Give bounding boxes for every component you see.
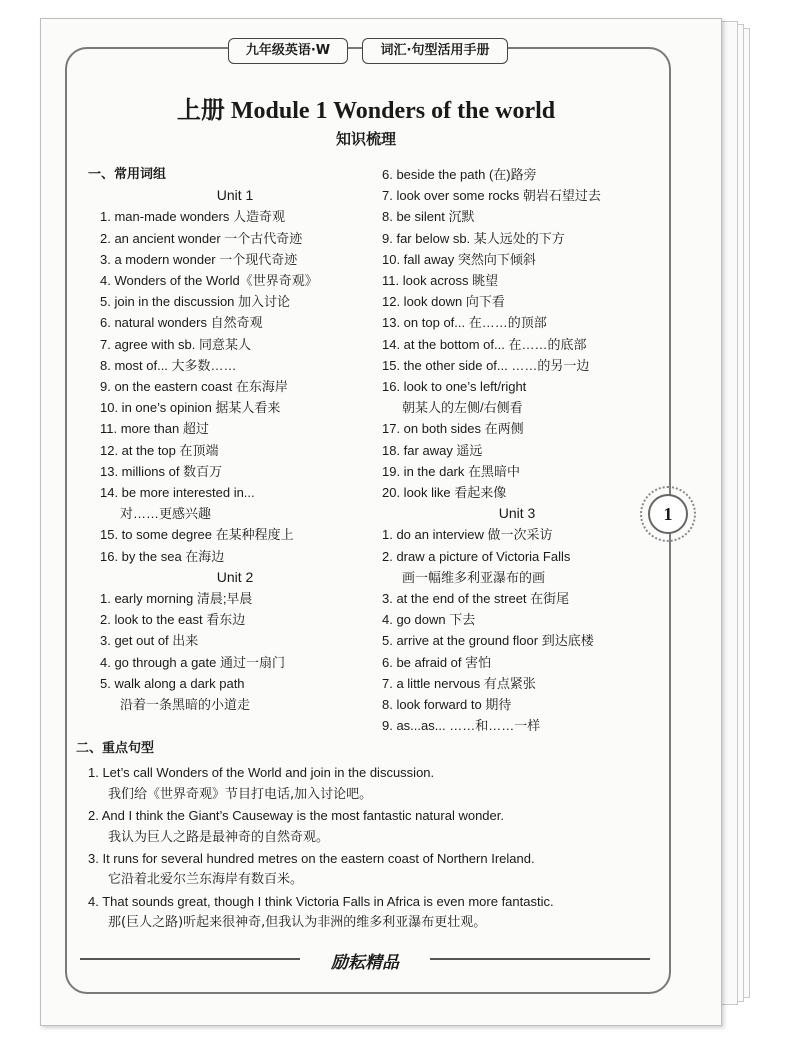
sentence-english: 2. And I think the Giant’s Causeway is the most fantastic natural wonder. bbox=[88, 808, 504, 824]
unit-heading: Unit 3 bbox=[498, 505, 536, 522]
phrase-item: 18. far away 遥远 bbox=[382, 442, 483, 458]
phrase-item: 12. at the top 在顶端 bbox=[100, 442, 219, 458]
phrase-item: 6. beside the path (在)路旁 bbox=[382, 167, 537, 182]
phrase-item: 2. an ancient wonder 一个古代奇迹 bbox=[100, 230, 303, 246]
sentence-chinese: 我认为巨人之路是最神奇的自然奇观。 bbox=[108, 829, 330, 845]
phrase-item: 4. go through a gate 通过一扇门 bbox=[100, 654, 285, 670]
sentence-english: 4. That sounds great, though I think Victoria Falls in Africa is even more fantastic. bbox=[88, 893, 554, 909]
phrase-item: 15. to some degree 在某种程度上 bbox=[100, 527, 294, 543]
phrase-item: 7. a little nervous 有点紧张 bbox=[382, 675, 536, 691]
phrase-item: 1. do an interview 做一次采访 bbox=[382, 527, 553, 543]
page-subtitle: 知识梳理 bbox=[335, 130, 396, 148]
unit-heading: Unit 1 bbox=[216, 187, 254, 204]
phrase-item: 9. on the eastern coast 在东海岸 bbox=[100, 379, 288, 395]
phrase-item: 5. join in the discussion 加入讨论 bbox=[100, 294, 291, 310]
phrase-item: 14. be more interested in... bbox=[100, 485, 255, 501]
phrase-item: 13. millions of 数百万 bbox=[100, 463, 223, 479]
phrase-translation: 朝某人的左侧/右侧看 bbox=[402, 400, 523, 416]
header-tag-left: 九年级英语·W bbox=[228, 38, 348, 64]
sentence-chinese: 我们给《世界奇观》节目打电话,加入讨论吧。 bbox=[108, 786, 373, 802]
phrase-translation: 画一幅维多利亚瀑布的画 bbox=[402, 569, 546, 585]
phrase-list-left bbox=[100, 185, 370, 715]
left-column bbox=[88, 164, 370, 715]
sentence-chinese: 那(巨人之路)听起来很神奇,但我认为非洲的维多利亚瀑布更壮观。 bbox=[108, 915, 487, 931]
header-tag-right: 词汇·句型活用手册 bbox=[362, 38, 508, 64]
page-title: 上册 Module 1 Wonders of the world bbox=[176, 98, 556, 124]
sentence-list bbox=[88, 762, 653, 933]
phrase-item: 14. at the bottom of... 在……的底部 bbox=[382, 336, 587, 352]
phrase-item: 7. look over some rocks 朝岩石望过去 bbox=[382, 188, 601, 204]
footer-rule-left bbox=[80, 958, 300, 960]
phrase-item: 11. look across 眺望 bbox=[382, 273, 499, 289]
unit-heading: Unit 2 bbox=[216, 568, 254, 585]
sentence-chinese: 它沿着北爱尔兰东海岸有数百米。 bbox=[108, 872, 304, 888]
phrase-translation: 对……更感兴趣 bbox=[120, 506, 212, 522]
footer-rule-right bbox=[430, 958, 650, 960]
phrase-item: 17. on both sides 在两侧 bbox=[382, 421, 524, 437]
phrase-item: 3. a modern wonder 一个现代奇迹 bbox=[100, 251, 298, 267]
phrase-item: 5. arrive at the ground floor 到达底楼 bbox=[382, 633, 594, 649]
phrase-item: 5. walk along a dark path bbox=[100, 675, 245, 691]
phrase-item: 19. in the dark 在黑暗中 bbox=[382, 463, 520, 479]
phrase-item: 6. be afraid of 害怕 bbox=[382, 654, 492, 670]
footer-logo: 励耘精品 bbox=[300, 948, 430, 973]
section-heading: 一、常用词组 bbox=[88, 167, 167, 182]
sentence-section bbox=[76, 741, 653, 934]
page-number: 1 bbox=[648, 494, 688, 534]
phrase-item: 4. Wonders of the World《世界奇观》 bbox=[100, 273, 318, 289]
phrase-item: 9. far below sb. 某人远处的下方 bbox=[382, 230, 565, 246]
phrase-item: 1. man-made wonders 人造奇观 bbox=[100, 209, 285, 225]
phrase-item: 10. in one’s opinion 据某人看来 bbox=[100, 400, 281, 416]
phrase-item: 1. early morning 清晨;早晨 bbox=[100, 591, 253, 607]
phrase-item: 3. get out of 出来 bbox=[100, 633, 199, 649]
phrase-item: 13. on top of... 在……的顶部 bbox=[382, 315, 547, 331]
phrase-item: 4. go down 下去 bbox=[382, 612, 476, 628]
phrase-item: 7. agree with sb. 同意某人 bbox=[100, 336, 251, 352]
phrase-item: 20. look like 看起来像 bbox=[382, 485, 507, 501]
phrase-list-right bbox=[382, 164, 652, 736]
phrase-item: 8. most of... 大多数…… bbox=[100, 357, 237, 373]
phrase-item: 8. be silent 沉默 bbox=[382, 209, 475, 225]
phrase-item: 2. look to the east 看东边 bbox=[100, 612, 246, 628]
phrase-item: 16. by the sea 在海边 bbox=[100, 548, 225, 564]
section-heading: 二、重点句型 bbox=[76, 741, 155, 756]
phrase-item: 11. more than 超过 bbox=[100, 421, 209, 437]
phrase-item: 2. draw a picture of Victoria Falls bbox=[382, 548, 571, 564]
phrase-item: 16. look to one’s left/right bbox=[382, 379, 527, 395]
phrase-item: 10. fall away 突然向下倾斜 bbox=[382, 251, 536, 267]
right-column bbox=[382, 164, 652, 736]
phrase-item: 9. as...as... ……和……一样 bbox=[382, 718, 541, 734]
phrase-item: 15. the other side of... ……的另一边 bbox=[382, 357, 590, 373]
phrase-item: 3. at the end of the street 在街尾 bbox=[382, 591, 570, 607]
phrase-translation: 沿着一条黑暗的小道走 bbox=[120, 697, 251, 713]
sentence-english: 3. It runs for several hundred metres on the eastern coast of Northern Ireland. bbox=[88, 851, 535, 867]
phrase-item: 8. look forward to 期待 bbox=[382, 697, 512, 713]
phrase-item: 6. natural wonders 自然奇观 bbox=[100, 315, 263, 331]
phrase-item: 12. look down 向下看 bbox=[382, 294, 505, 310]
sentence-english: 1. Let’s call Wonders of the World and join in the discussion. bbox=[88, 765, 435, 781]
